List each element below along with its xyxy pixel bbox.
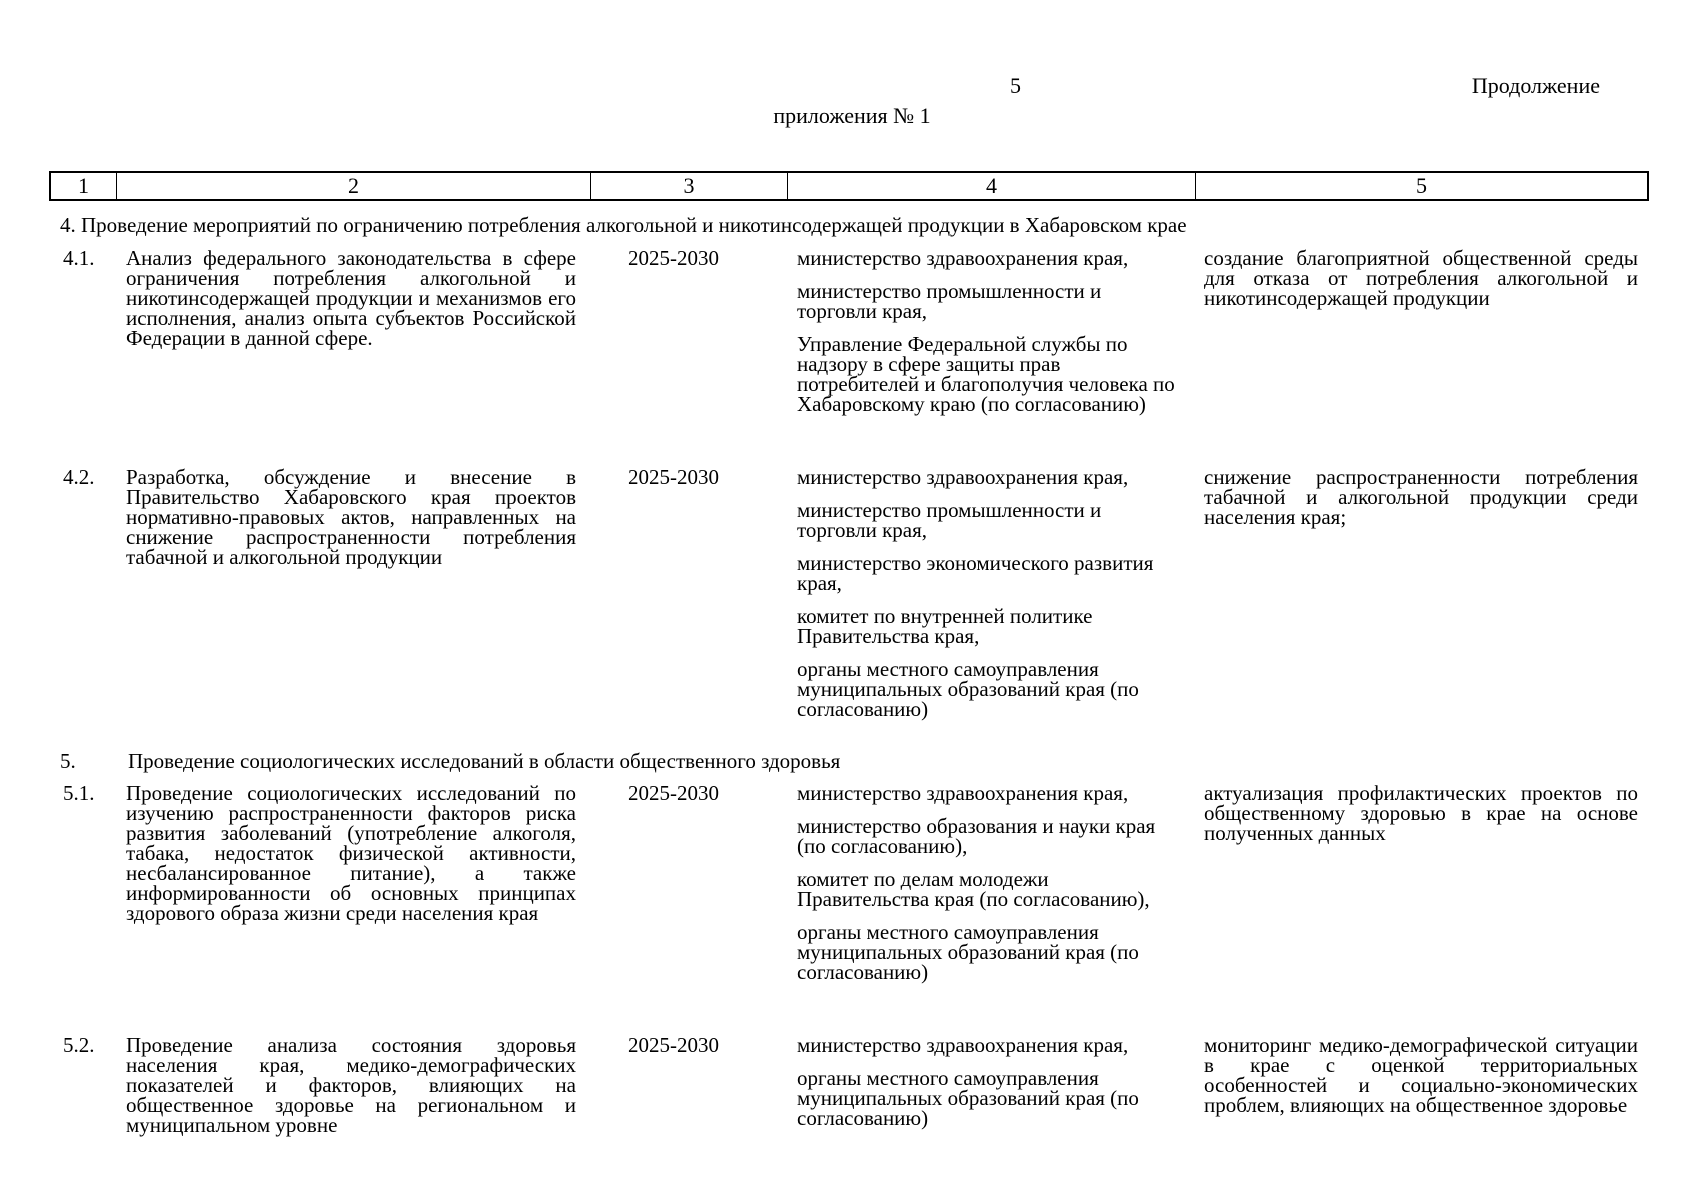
row-description: Разработка, обсуждение и внесение в Правительство Хабаровского края проектов нормативно-правовых актов, направленных на снижение распространенности потребления табачной и алкогольной продукции — [126, 465, 576, 569]
row-executors — [797, 783, 1182, 995]
row-result: снижение распространенности потребления табачной и алкогольной продукции среди населения края; — [1204, 465, 1638, 529]
executor-item: Управление Федеральной службы по надзору в сфере защиты прав потребителей и благополучия человека по Хабаровскому краю (по согласованию) — [797, 332, 1175, 416]
continuation-label: Продолжение — [1471, 73, 1600, 98]
header-col-1: 1 — [78, 173, 89, 198]
row-description: Проведение анализа состояния здоровья населения края, медико-демографических показателей и факторов, влияющих на общественное здоровье на региональном и муниципальном уровне — [126, 1033, 576, 1137]
executor-item: органы местного самоуправления муниципальных образований края (по согласованию) — [797, 920, 1139, 984]
executor-item: комитет по делам молодежи Правительства края (по согласованию), — [797, 867, 1150, 911]
row-result: создание благоприятной общественной среды для отказа от потребления алкогольной и никотинсодержащей продукции — [1204, 246, 1638, 310]
executor-item: министерство здравоохранения края, — [797, 1033, 1129, 1057]
executor-item: министерство промышленности и торговли края, — [797, 498, 1102, 542]
header-col-2: 2 — [116, 173, 590, 199]
executor-item: министерство здравоохранения края, — [797, 781, 1129, 805]
row-description: Проведение социологических исследований по изучению распространенности факторов риска развития заболеваний (употребление алкоголя, табака, недостаток физической активности, несбалансированное питание), а также информированности об основных принципах здорового образа жизни среди населения края — [126, 781, 576, 925]
continuation-appendix: приложения № 1 — [773, 103, 931, 128]
row-result: мониторинг медико-демографической ситуации в крае с оценкой территориальных особенностей и социально-экономических проблем, влияющих на общественное здоровье — [1204, 1033, 1638, 1117]
page-number: 5 — [1010, 73, 1021, 98]
executor-item: комитет по внутренней политике Правительства края, — [797, 604, 1093, 648]
executor-item: министерство здравоохранения края, — [797, 246, 1129, 270]
header-col-4: 4 — [787, 173, 1195, 199]
header-col-3: 3 — [590, 173, 787, 199]
row-executors — [797, 248, 1182, 427]
row-result: актуализация профилактических проектов по общественному здоровью в крае на основе полученных данных — [1204, 781, 1638, 845]
executor-item: органы местного самоуправления муниципальных образований края (по согласованию) — [797, 1066, 1139, 1130]
row-number: 4.1. — [63, 246, 95, 270]
executor-item: органы местного самоуправления муниципальных образований края (по согласованию) — [797, 657, 1139, 721]
executor-item: министерство экономического развития края, — [797, 551, 1154, 595]
row-period: 2025-2030 — [628, 1033, 719, 1057]
row-period: 2025-2030 — [628, 246, 719, 270]
section-5-number: 5. — [60, 749, 76, 773]
executor-item: министерство здравоохранения края, — [797, 465, 1129, 489]
row-number: 4.2. — [63, 465, 95, 489]
row-description: Анализ федерального законодательства в сфере ограничения потребления алкогольной и никотинсодержащей продукции и механизмов его исполнения, анализ опыта субъектов Российской Федерации в данной сфере. — [126, 246, 576, 350]
row-number: 5.2. — [63, 1033, 95, 1057]
table-header — [49, 171, 1649, 201]
row-period: 2025-2030 — [628, 781, 719, 805]
executor-item: министерство образования и науки края (по согласованию), — [797, 814, 1156, 858]
row-executors — [797, 1035, 1182, 1141]
row-number: 5.1. — [63, 781, 95, 805]
section-5-title: Проведение социологических исследований в области общественного здоровья — [128, 749, 841, 773]
header-col-5: 5 — [1195, 173, 1647, 199]
section-4-title: 4. Проведение мероприятий по ограничению потребления алкогольной и никотинсодержащей продукции в Хабаровском крае — [60, 213, 1187, 237]
executor-item: министерство промышленности и торговли края, — [797, 279, 1102, 323]
row-executors — [797, 467, 1182, 732]
row-period: 2025-2030 — [628, 465, 719, 489]
